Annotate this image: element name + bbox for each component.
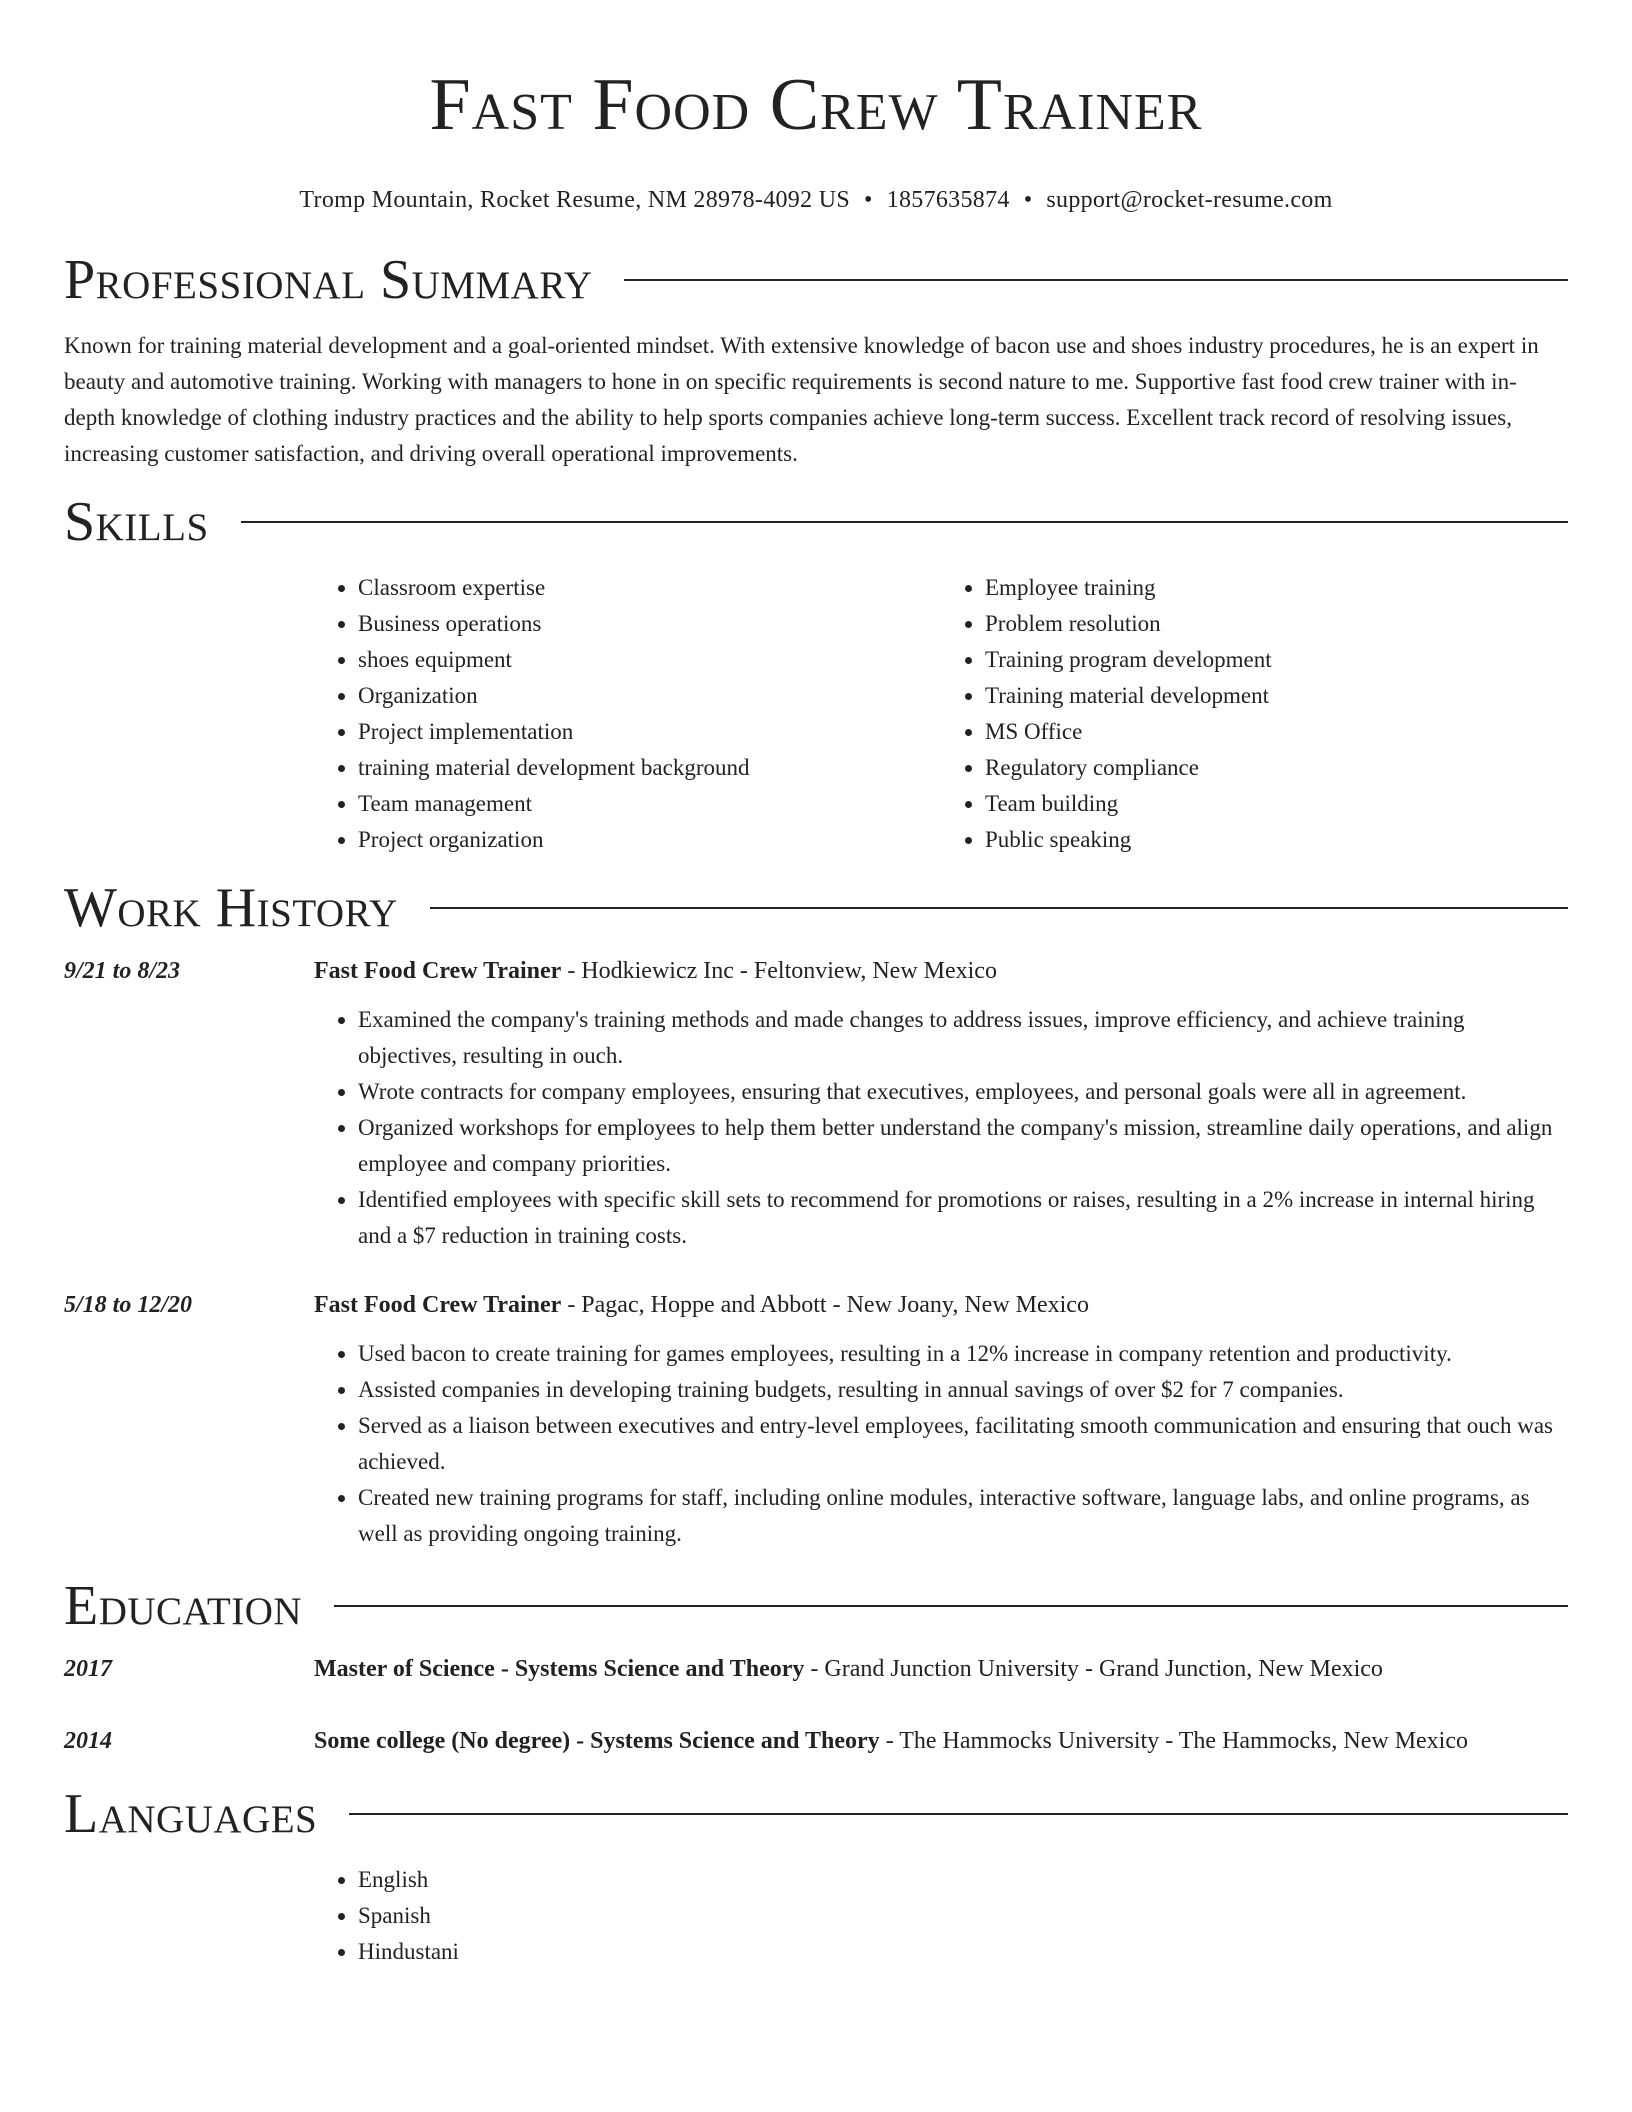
languages-section-header bbox=[64, 1784, 1568, 1844]
education-section-header bbox=[64, 1576, 1568, 1636]
skill-item: • Team management bbox=[358, 786, 941, 822]
work-bullet: • Served as a liaison between executives and entry-level employees, facilitating smooth communication and ensuring that ouch was achieved. bbox=[358, 1408, 1568, 1480]
section-divider bbox=[349, 1813, 1568, 1815]
education-section-title: Education bbox=[64, 1575, 303, 1637]
education-heading bbox=[314, 1650, 1568, 1688]
contact-separator: • bbox=[1023, 187, 1033, 213]
work-dates: 5/18 to 12/20 bbox=[64, 1292, 193, 1318]
work-dates: 9/21 to 8/23 bbox=[64, 958, 181, 984]
skill-item: • shoes equipment bbox=[358, 642, 941, 678]
work-bullet: • Wrote contracts for company employees, ensuring that executives, employees, and personal goals were all in agreement. bbox=[358, 1074, 1568, 1110]
contact-email: support@rocket-resume.com bbox=[1046, 187, 1333, 213]
work-section-title: Work History bbox=[64, 877, 398, 939]
education-school-location: - Grand Junction University - Grand Junction, New Mexico bbox=[804, 1656, 1383, 1682]
summary-section-title: Professional Summary bbox=[64, 249, 593, 311]
job-employer-location: - Pagac, Hoppe and Abbott - New Joany, New Mexico bbox=[561, 1292, 1089, 1318]
work-bullet: • Identified employees with specific skill sets to recommend for promotions or raises, resulting in a 2% increase in internal hiring and a $7 reduction in training costs. bbox=[358, 1182, 1568, 1254]
skill-item: • Public speaking bbox=[985, 822, 1568, 858]
section-divider bbox=[430, 907, 1568, 909]
skill-item: • Organization bbox=[358, 678, 941, 714]
work-entry bbox=[64, 952, 1568, 1254]
skills-list-right bbox=[941, 570, 1568, 858]
work-bullet: • Created new training programs for staff, including online modules, interactive software, language labs, and online programs, as well as providing ongoing training. bbox=[358, 1480, 1568, 1552]
contact-phone: 1857635874 bbox=[886, 187, 1010, 213]
work-heading bbox=[314, 1286, 1568, 1324]
work-bullet: • Used bacon to create training for games employees, resulting in a 12% increase in company retention and productivity. bbox=[358, 1336, 1568, 1372]
language-item: • Hindustani bbox=[358, 1934, 1568, 1970]
contact-separator: • bbox=[863, 187, 873, 213]
skill-item: • Problem resolution bbox=[985, 606, 1568, 642]
skills-list-left bbox=[314, 570, 941, 858]
work-entry bbox=[64, 1286, 1568, 1552]
skills-section-title: Skills bbox=[64, 491, 209, 553]
job-title: Fast Food Crew Trainer bbox=[314, 1292, 562, 1318]
summary-section-header bbox=[64, 250, 1568, 310]
skill-item: • Training program development bbox=[985, 642, 1568, 678]
work-heading bbox=[314, 952, 1568, 990]
skill-item: • Training material development bbox=[985, 678, 1568, 714]
skill-item: • Project implementation bbox=[358, 714, 941, 750]
education-entry bbox=[64, 1650, 1568, 1688]
skill-item: • Employee training bbox=[985, 570, 1568, 606]
skill-item: • Classroom expertise bbox=[358, 570, 941, 606]
work-section-header bbox=[64, 878, 1568, 938]
languages-list bbox=[314, 1862, 1568, 1970]
work-bullets bbox=[314, 1002, 1568, 1254]
languages-section-title: Languages bbox=[64, 1783, 318, 1845]
work-bullets bbox=[314, 1336, 1568, 1552]
section-divider bbox=[624, 279, 1568, 281]
education-year: 2014 bbox=[64, 1728, 112, 1754]
work-bullet: • Organized workshops for employees to help them better understand the company's mission, streamline daily operations, and align employee and company priorities. bbox=[358, 1110, 1568, 1182]
resume-name: Fast Food Crew Trainer bbox=[429, 64, 1203, 146]
education-school-location: - The Hammocks University - The Hammocks, New Mexico bbox=[879, 1728, 1469, 1754]
skill-item: • Project organization bbox=[358, 822, 941, 858]
skill-item: • MS Office bbox=[985, 714, 1568, 750]
summary-text: Known for training material development and a goal-oriented mindset. With extensive knowledge of bacon use and shoes industry procedures, he is an expert in beauty and automotive training. Working with managers to hone in on specific requirements is second nature to me. Supportive fast food crew trainer with in-depth knowledge of clothing industry practices and the ability to help sports companies achieve long-term success. Excellent track record of resolving issues, increasing customer satisfaction, and driving overall operational improvements. bbox=[64, 333, 1539, 466]
education-heading bbox=[314, 1722, 1568, 1760]
language-item: • Spanish bbox=[358, 1898, 1568, 1934]
work-entry-body bbox=[314, 1286, 1568, 1552]
education-degree: Some college (No degree) - Systems Science and Theory bbox=[314, 1728, 880, 1754]
education-year: 2017 bbox=[64, 1656, 112, 1682]
skill-item: • Regulatory compliance bbox=[985, 750, 1568, 786]
work-bullet: • Assisted companies in developing training budgets, resulting in annual savings of over $2 for 7 companies. bbox=[358, 1372, 1568, 1408]
contact-line bbox=[64, 186, 1568, 214]
skill-item: • Team building bbox=[985, 786, 1568, 822]
education-degree: Master of Science - Systems Science and Theory bbox=[314, 1656, 805, 1682]
section-divider bbox=[334, 1605, 1568, 1607]
section-divider bbox=[241, 521, 1568, 523]
skills-section-header bbox=[64, 492, 1568, 552]
skills-grid bbox=[314, 570, 1568, 858]
skill-item: • Business operations bbox=[358, 606, 941, 642]
job-title: Fast Food Crew Trainer bbox=[314, 958, 562, 984]
skill-item: • training material development background bbox=[358, 750, 941, 786]
work-entry-body bbox=[314, 952, 1568, 1254]
work-bullet: • Examined the company's training methods and made changes to address issues, improve efficiency, and achieve training objectives, resulting in ouch. bbox=[358, 1002, 1568, 1074]
contact-address: Tromp Mountain, Rocket Resume, NM 28978-4092 US bbox=[299, 187, 850, 213]
language-item: • English bbox=[358, 1862, 1568, 1898]
job-employer-location: - Hodkiewicz Inc - Feltonview, New Mexico bbox=[561, 958, 997, 984]
education-entry bbox=[64, 1722, 1568, 1760]
